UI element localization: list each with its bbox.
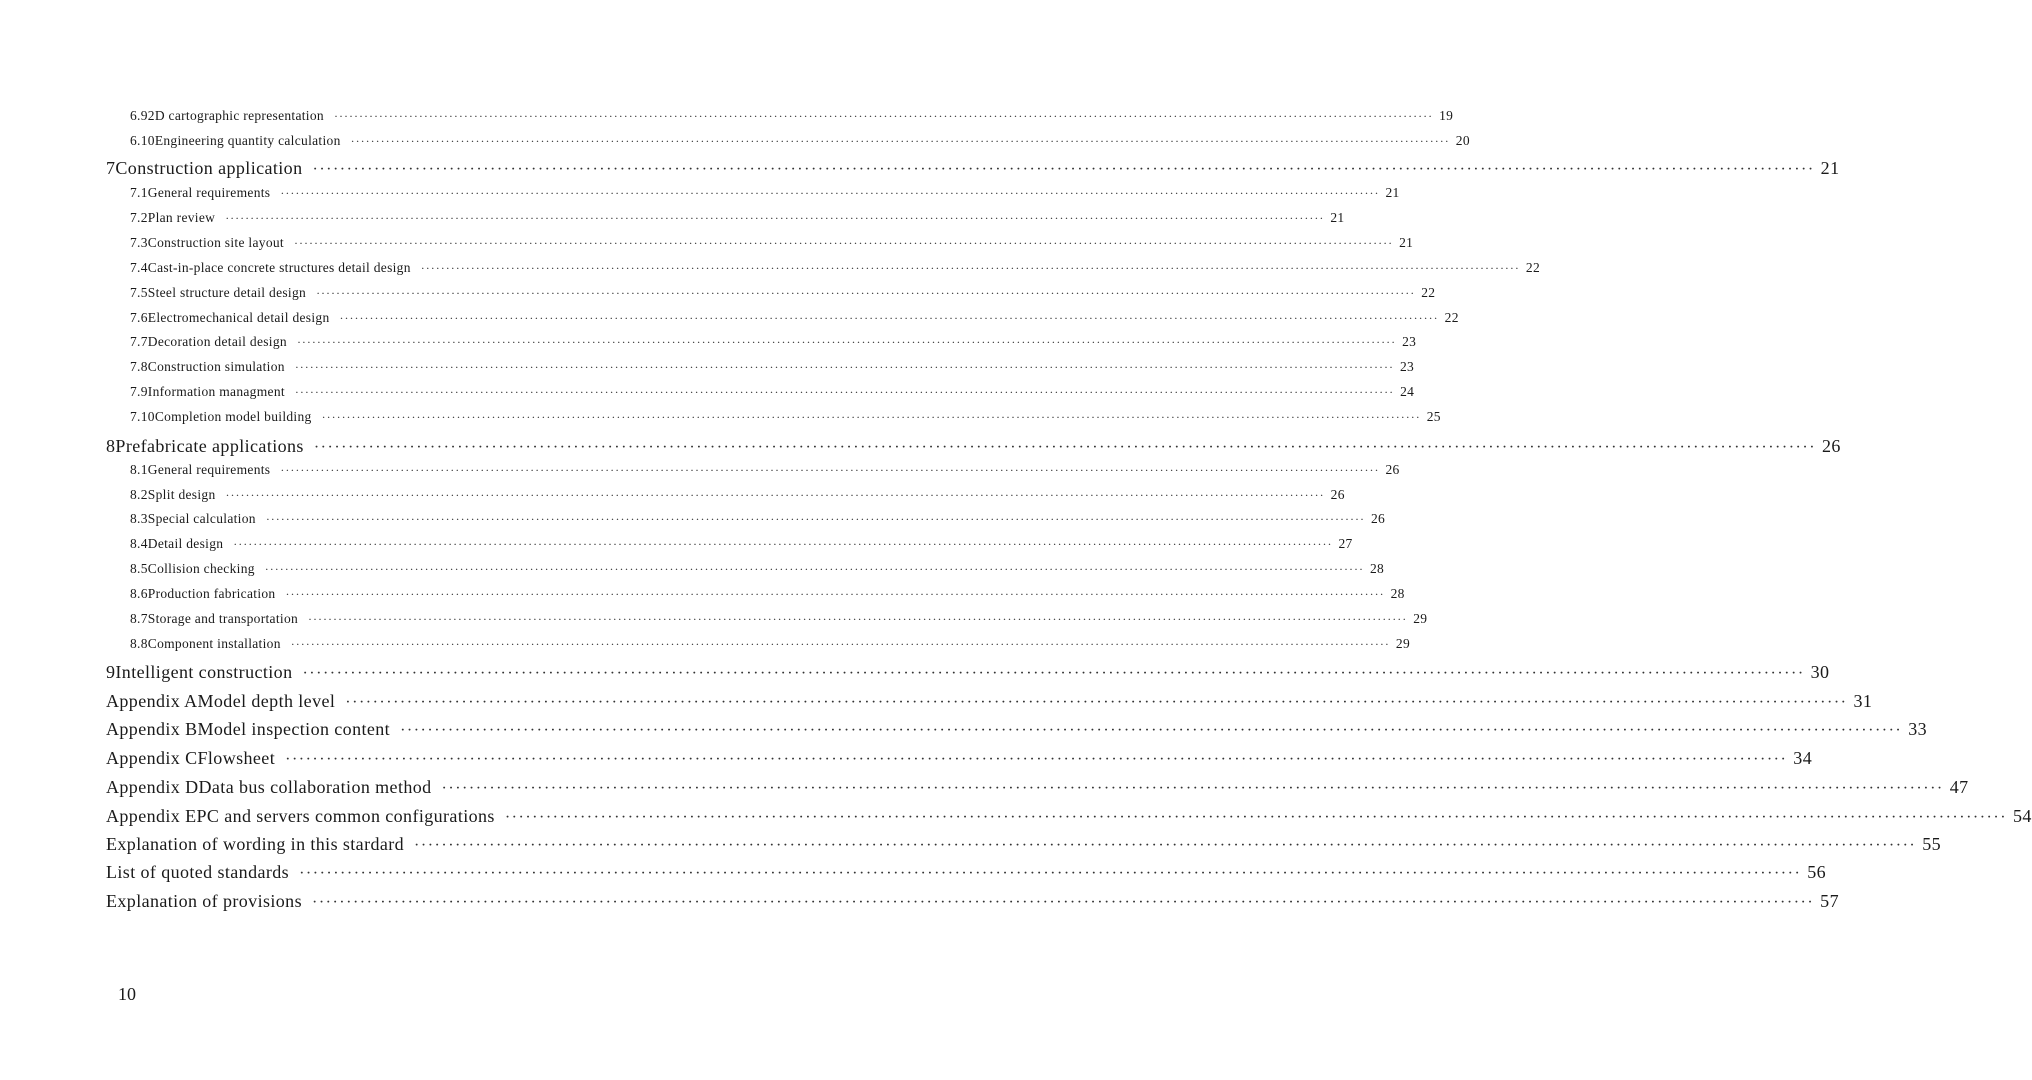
leader-dots: ···························································································································································································································· <box>400 722 1903 739</box>
toc-entry-title: Storage and transportation <box>147 611 299 626</box>
toc-entry-page: 28 <box>1390 586 1405 601</box>
toc-entry-title: Engineering quantity calculation <box>154 133 341 148</box>
leader-dots: ···························································································································································································································· <box>290 637 1390 651</box>
toc-entry[interactable] <box>106 806 2032 827</box>
toc-entry-page: 30 <box>1810 662 1830 682</box>
toc-entry-title: Completion model building <box>154 409 312 424</box>
toc-entry-page: 55 <box>1922 834 1942 854</box>
toc-entry[interactable] <box>106 748 1813 769</box>
toc-entry-page: 21 <box>1330 210 1345 225</box>
toc-entry-title: Split design <box>147 487 216 502</box>
toc-entry-title: Collision checking <box>147 561 255 576</box>
toc-entry-title: Information managment <box>147 384 285 399</box>
leader-dots: ···························································································································································································································· <box>302 665 1805 682</box>
toc-entry-number: 7.4 <box>130 260 148 275</box>
toc-entry-page: 33 <box>1908 719 1928 739</box>
toc-entry-number: 8.4 <box>130 536 148 551</box>
toc-entry[interactable] <box>130 260 1541 276</box>
toc-entry-page: 23 <box>1402 334 1417 349</box>
toc-entry-title: General requirements <box>147 462 271 477</box>
toc-entry-title: Steel structure detail design <box>147 285 307 300</box>
leader-dots: ···························································································································································································································· <box>312 161 1815 178</box>
leader-dots: ···························································································································································································································· <box>225 211 1325 225</box>
toc-entry[interactable] <box>130 487 1345 503</box>
toc-entry[interactable] <box>106 662 1830 683</box>
toc-entry[interactable] <box>130 334 1417 350</box>
toc-entry-title: Model depth level <box>197 691 336 711</box>
leader-dots: ···························································································································································································································· <box>296 335 1397 349</box>
toc-entry-title: Flowsheet <box>197 748 276 768</box>
toc-entry-title: Component installation <box>147 636 281 651</box>
leader-dots: ···························································································································································································································· <box>285 587 1385 601</box>
toc-entry-number: 8.8 <box>130 636 148 651</box>
toc-entry-number: 8.6 <box>130 586 148 601</box>
toc-entry[interactable] <box>130 561 1385 577</box>
leader-dots: ···························································································································································································································· <box>345 694 1848 711</box>
leader-dots: ···························································································································································································································· <box>420 261 1520 275</box>
leader-dots: ···························································································································································································································· <box>293 236 1394 250</box>
leader-dots: ···························································································································································································································· <box>285 751 1788 768</box>
toc-entry-page: 57 <box>1820 891 1839 911</box>
toc-entry-number: Appendix E <box>106 806 197 826</box>
leader-dots: ···························································································································································································································· <box>294 385 1395 399</box>
leader-dots: ···························································································································································································································· <box>280 463 1380 477</box>
toc-entry-page: 56 <box>1807 862 1827 882</box>
toc-entry-title: Electromechanical detail design <box>147 310 330 325</box>
toc-entry-number: Appendix B <box>106 719 198 739</box>
toc-entry-number: 8 <box>106 436 116 456</box>
toc-entry-title: 2D cartographic representation <box>147 108 324 123</box>
leader-dots: ···························································································································································································································· <box>299 865 1802 882</box>
toc-entry-title: Intelligent construction <box>115 662 293 682</box>
toc-entry[interactable] <box>106 158 1840 179</box>
toc-entry[interactable] <box>106 834 1942 855</box>
toc-entry[interactable] <box>106 691 1873 712</box>
toc-entry-page: 26 <box>1385 462 1400 477</box>
toc-entry-title: Data bus collaboration method <box>198 777 432 797</box>
toc-entry-number: 7.9 <box>130 384 148 399</box>
toc-entry[interactable] <box>106 891 1839 912</box>
toc-entry[interactable] <box>106 436 1841 457</box>
leader-dots: ···························································································································································································································· <box>316 286 1416 300</box>
toc-entry[interactable] <box>130 285 1436 301</box>
leader-dots: ···························································································································································································································· <box>308 612 1408 626</box>
toc-entry-page: 24 <box>1400 384 1415 399</box>
page-number: 10 <box>118 984 136 1004</box>
leader-dots: ···························································································································································································································· <box>333 109 1434 123</box>
toc-entry-page: 29 <box>1395 636 1410 651</box>
toc-entry-title: PC and servers common configurations <box>196 806 495 826</box>
toc-entry-title: General requirements <box>147 185 271 200</box>
toc-entry-page: 54 <box>2013 806 2032 826</box>
leader-dots: ···························································································································································································································· <box>414 837 1917 854</box>
toc-entry-number: 9 <box>106 662 116 682</box>
toc-entry-number: 7.10 <box>130 409 155 424</box>
toc-entry[interactable] <box>130 409 1441 425</box>
toc-entry-number: Appendix A <box>106 691 198 711</box>
toc-entry[interactable] <box>130 384 1415 400</box>
leader-dots: ···························································································································································································································· <box>339 311 1439 325</box>
toc-entry-page: 22 <box>1421 285 1436 300</box>
toc-entry-page: 34 <box>1793 748 1813 768</box>
toc-entry-page: 26 <box>1370 511 1386 526</box>
toc-entry-number: 6.10 <box>130 133 155 148</box>
toc-entry-page: 23 <box>1399 359 1415 374</box>
toc-entry-title: Detail design <box>147 536 224 551</box>
toc-entry[interactable] <box>130 636 1410 652</box>
toc-entry-page: 20 <box>1455 133 1470 148</box>
toc-entry-number: 7.1 <box>130 185 148 200</box>
toc-entry[interactable] <box>130 536 1353 552</box>
toc-entry[interactable] <box>106 719 1928 740</box>
toc-entry-page: 21 <box>1385 185 1400 200</box>
toc-entry-title: Plan review <box>147 210 216 225</box>
toc-entry-title: Explanation of wording in this stardard <box>106 834 405 854</box>
toc-entry-title: Explanation of provisions <box>106 891 302 911</box>
leader-dots: ···························································································································································································································· <box>264 562 1364 576</box>
leader-dots: ···························································································································································································································· <box>313 439 1817 456</box>
toc-entry-number: 8.1 <box>130 462 148 477</box>
toc-entry[interactable] <box>106 862 1827 883</box>
toc-entry-number: 8.2 <box>130 487 148 502</box>
toc-entry-page: 22 <box>1525 260 1541 275</box>
toc-entry[interactable] <box>130 310 1459 326</box>
toc-entry-page: 25 <box>1426 409 1441 424</box>
toc-entry-page: 26 <box>1330 487 1345 502</box>
toc-entry-page: 27 <box>1338 536 1353 551</box>
toc-entry-page: 29 <box>1413 611 1428 626</box>
toc-entry[interactable] <box>130 611 1428 627</box>
leader-dots: ···························································································································································································································· <box>225 488 1325 502</box>
toc-entry-number: 7.6 <box>130 310 148 325</box>
toc-entry-page: 31 <box>1853 691 1873 711</box>
leader-dots: ···························································································································································································································· <box>311 894 1815 911</box>
toc-entry-number: 7 <box>106 158 116 178</box>
toc-entry-title: Cast-in-place concrete structures detail design <box>147 260 411 275</box>
toc-entry-page: 21 <box>1399 235 1414 250</box>
toc-entry[interactable] <box>130 511 1386 527</box>
leader-dots: ···························································································································································································································· <box>441 780 1944 797</box>
toc-entry[interactable] <box>130 133 1470 149</box>
toc-entry[interactable] <box>130 462 1400 478</box>
toc-entry[interactable] <box>130 235 1414 251</box>
toc-entry-page: 19 <box>1439 108 1454 123</box>
toc-entry-number: 7.7 <box>130 334 148 349</box>
toc-entry-number: 7.5 <box>130 285 148 300</box>
toc-entry[interactable] <box>130 185 1400 201</box>
toc-entry-title: Decoration detail design <box>147 334 287 349</box>
toc-entry[interactable] <box>130 359 1415 375</box>
leader-dots: ···························································································································································································································· <box>504 809 2008 826</box>
toc-entry-title: Special calculation <box>147 511 256 526</box>
leader-dots: ···························································································································································································································· <box>280 186 1380 200</box>
toc-entry-number: 8.3 <box>130 511 148 526</box>
toc-entry[interactable] <box>130 210 1345 226</box>
leader-dots: ···························································································································································································································· <box>321 410 1421 424</box>
toc-entry-page: 21 <box>1820 158 1840 178</box>
toc-entry-page: 47 <box>1949 777 1969 797</box>
leader-dots: ···························································································································································································································· <box>350 134 1450 148</box>
toc-entry-number: 8.7 <box>130 611 148 626</box>
toc-entry-number: Appendix C <box>106 748 198 768</box>
toc-entry-title: Production fabrication <box>147 586 276 601</box>
toc-entry-page: 28 <box>1369 561 1385 576</box>
toc-entry-number: 6.9 <box>130 108 148 123</box>
toc-entry-page: 22 <box>1444 310 1459 325</box>
toc-entry-number: 7.3 <box>130 235 148 250</box>
toc-entry-title: Construction application <box>115 158 303 178</box>
leader-dots: ···························································································································································································································· <box>233 537 1333 551</box>
toc-entry-page: 26 <box>1822 436 1841 456</box>
leader-dots: ···························································································································································································································· <box>294 360 1394 374</box>
toc-entry-title: List of quoted standards <box>106 862 290 882</box>
toc-entry[interactable] <box>106 777 1969 798</box>
toc-entry[interactable] <box>130 108 1454 124</box>
leader-dots: ···························································································································································································································· <box>265 512 1365 526</box>
toc-entry[interactable] <box>130 586 1405 602</box>
toc-entry-title: Model inspection content <box>197 719 391 739</box>
toc-entry-title: Construction site layout <box>147 235 284 250</box>
toc-entry-number: Appendix D <box>106 777 199 797</box>
toc-entry-number: 7.2 <box>130 210 148 225</box>
toc-entry-title: Prefabricate applications <box>115 436 304 456</box>
toc-entry-number: 8.5 <box>130 561 148 576</box>
toc-entry-number: 7.8 <box>130 359 148 374</box>
toc-entry-title: Construction simulation <box>147 359 285 374</box>
